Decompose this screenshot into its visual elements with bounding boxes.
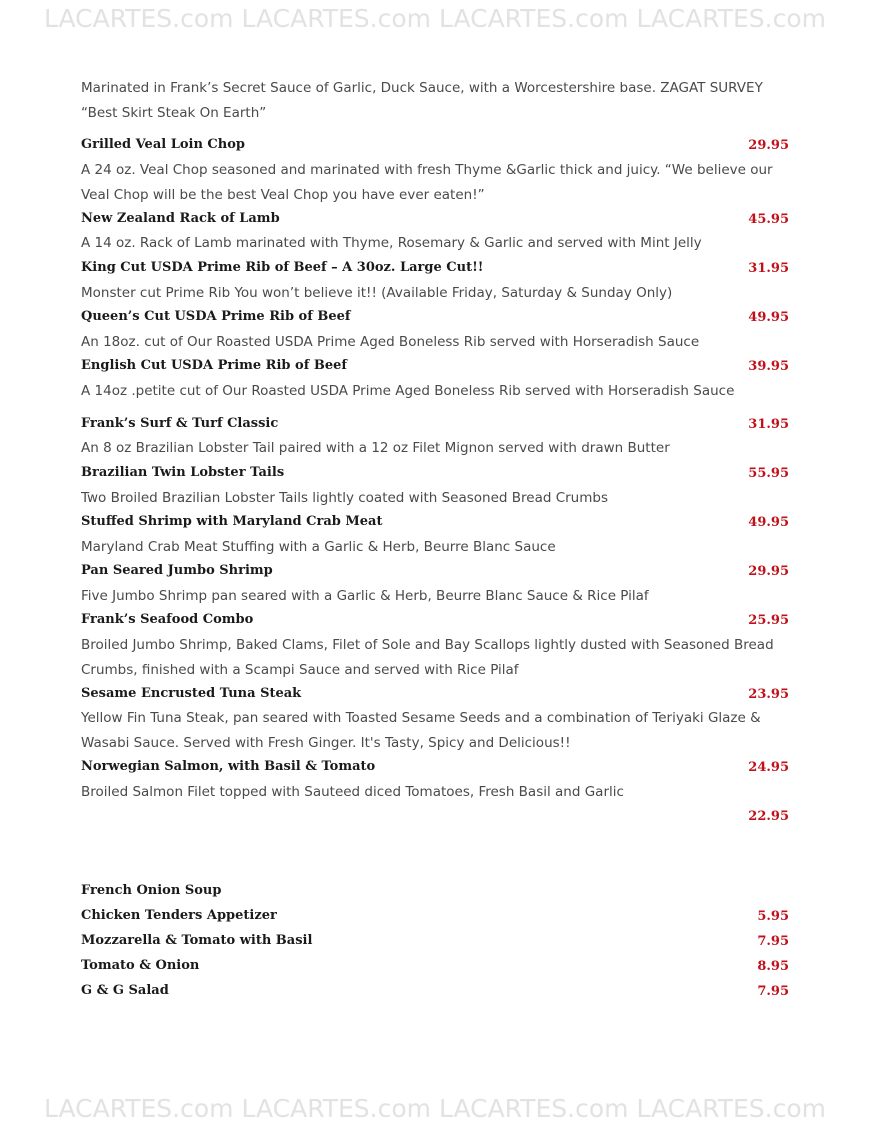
menu-item-price: 23.95 [748, 687, 789, 702]
watermark-bottom: LACARTES.com LACARTES.com LACARTES.com LACARTES.com [43, 1094, 827, 1123]
menu-item-price: 49.95 [748, 310, 789, 325]
small-item-title: G & G Salad [81, 983, 169, 998]
menu-item-title: Pan Seared Jumbo Shrimp [81, 563, 273, 578]
menu-item-price: 45.95 [748, 212, 789, 227]
menu-item-title: Queen’s Cut USDA Prime Rib of Beef [81, 309, 351, 324]
menu-item-description: Monster cut Prime Rib You won’t believe it!! (Available Friday, Saturday & Sunday Only) [81, 285, 673, 301]
menu-item-title: New Zealand Rack of Lamb [81, 211, 280, 226]
menu-item-price: 39.95 [748, 359, 789, 374]
small-item-title: Chicken Tenders Appetizer [81, 908, 277, 923]
menu-item-title: Frank’s Surf & Turf Classic [81, 416, 279, 431]
small-item-price: 8.95 [757, 959, 789, 974]
menu-item-price: 24.95 [748, 760, 789, 775]
menu-item-price: 49.95 [748, 515, 789, 530]
menu-item-price: 31.95 [748, 261, 789, 276]
menu-item-description: Broiled Jumbo Shrimp, Baked Clams, Filet of Sole and Bay Scallops lightly dusted with Seasoned Bread Crumbs, finished with a Scampi Sauce and served with Rice Pilaf [81, 637, 774, 678]
menu-item-description: Maryland Crab Meat Stuffing with a Garlic & Herb, Beurre Blanc Sauce [81, 539, 556, 555]
menu-item-title: Sesame Encrusted Tuna Steak [81, 686, 302, 701]
small-item-price: 7.95 [757, 984, 789, 999]
menu-item-title: Frank’s Seafood Combo [81, 612, 254, 627]
intro-text: Marinated in Frank’s Secret Sauce of Garlic, Duck Sauce, with a Worcestershire base. ZAGAT SURVEY “Best Skirt Steak On Earth” [81, 80, 763, 121]
menu-item-price: 29.95 [748, 564, 789, 579]
menu-item-description: A 24 oz. Veal Chop seasoned and marinated with fresh Thyme &Garlic thick and juicy. “We believe our Veal Chop will be the best Veal Chop you have ever eaten!” [81, 162, 773, 203]
menu-item-description: An 18oz. cut of Our Roasted USDA Prime Aged Boneless Rib served with Horseradish Sauce [81, 334, 700, 350]
menu-item-title: English Cut USDA Prime Rib of Beef [81, 358, 347, 373]
small-item-price: 5.95 [757, 909, 789, 924]
menu-item-description: Five Jumbo Shrimp pan seared with a Garlic & Herb, Beurre Blanc Sauce & Rice Pilaf [81, 588, 649, 604]
menu-item-description: A 14 oz. Rack of Lamb marinated with Thyme, Rosemary & Garlic and served with Mint Jelly [81, 235, 702, 251]
menu-item-description: Yellow Fin Tuna Steak, pan seared with Toasted Sesame Seeds and a combination of Teriyaki Glaze & Wasabi Sauce. Served with Fresh Ginger. It's Tasty, Spicy and Delicious!! [81, 710, 761, 751]
menu-item-description: An 8 oz Brazilian Lobster Tail paired with a 12 oz Filet Mignon served with drawn Butter [81, 440, 670, 456]
menu-item-description: Broiled Salmon Filet topped with Sauteed diced Tomatoes, Fresh Basil and Garlic [81, 784, 624, 800]
small-item-price: 7.95 [757, 934, 789, 949]
small-item-title: Mozzarella & Tomato with Basil [81, 933, 313, 948]
menu-item-price: 31.95 [748, 417, 789, 432]
orphan-price: 22.95 [748, 809, 789, 824]
menu-item-title: Brazilian Twin Lobster Tails [81, 465, 285, 480]
watermark-top: LACARTES.com LACARTES.com LACARTES.com LACARTES.com [43, 4, 827, 33]
small-item-title: French Onion Soup [81, 883, 222, 898]
menu-item-description: Two Broiled Brazilian Lobster Tails lightly coated with Seasoned Bread Crumbs [81, 490, 608, 506]
menu-item-price: 25.95 [748, 613, 789, 628]
menu-item-price: 29.95 [748, 138, 789, 153]
menu-item-title: Norwegian Salmon, with Basil & Tomato [81, 759, 376, 774]
menu-item-title: Grilled Veal Loin Chop [81, 137, 245, 152]
small-item-title: Tomato & Onion [81, 958, 200, 973]
menu-item-price: 55.95 [748, 466, 789, 481]
menu-item-title: Stuffed Shrimp with Maryland Crab Meat [81, 514, 383, 529]
menu-item-description: A 14oz .petite cut of Our Roasted USDA Prime Aged Boneless Rib served with Horseradish Sauce [81, 383, 735, 399]
menu-item-title: King Cut USDA Prime Rib of Beef – A 30oz. Large Cut!! [81, 260, 484, 275]
